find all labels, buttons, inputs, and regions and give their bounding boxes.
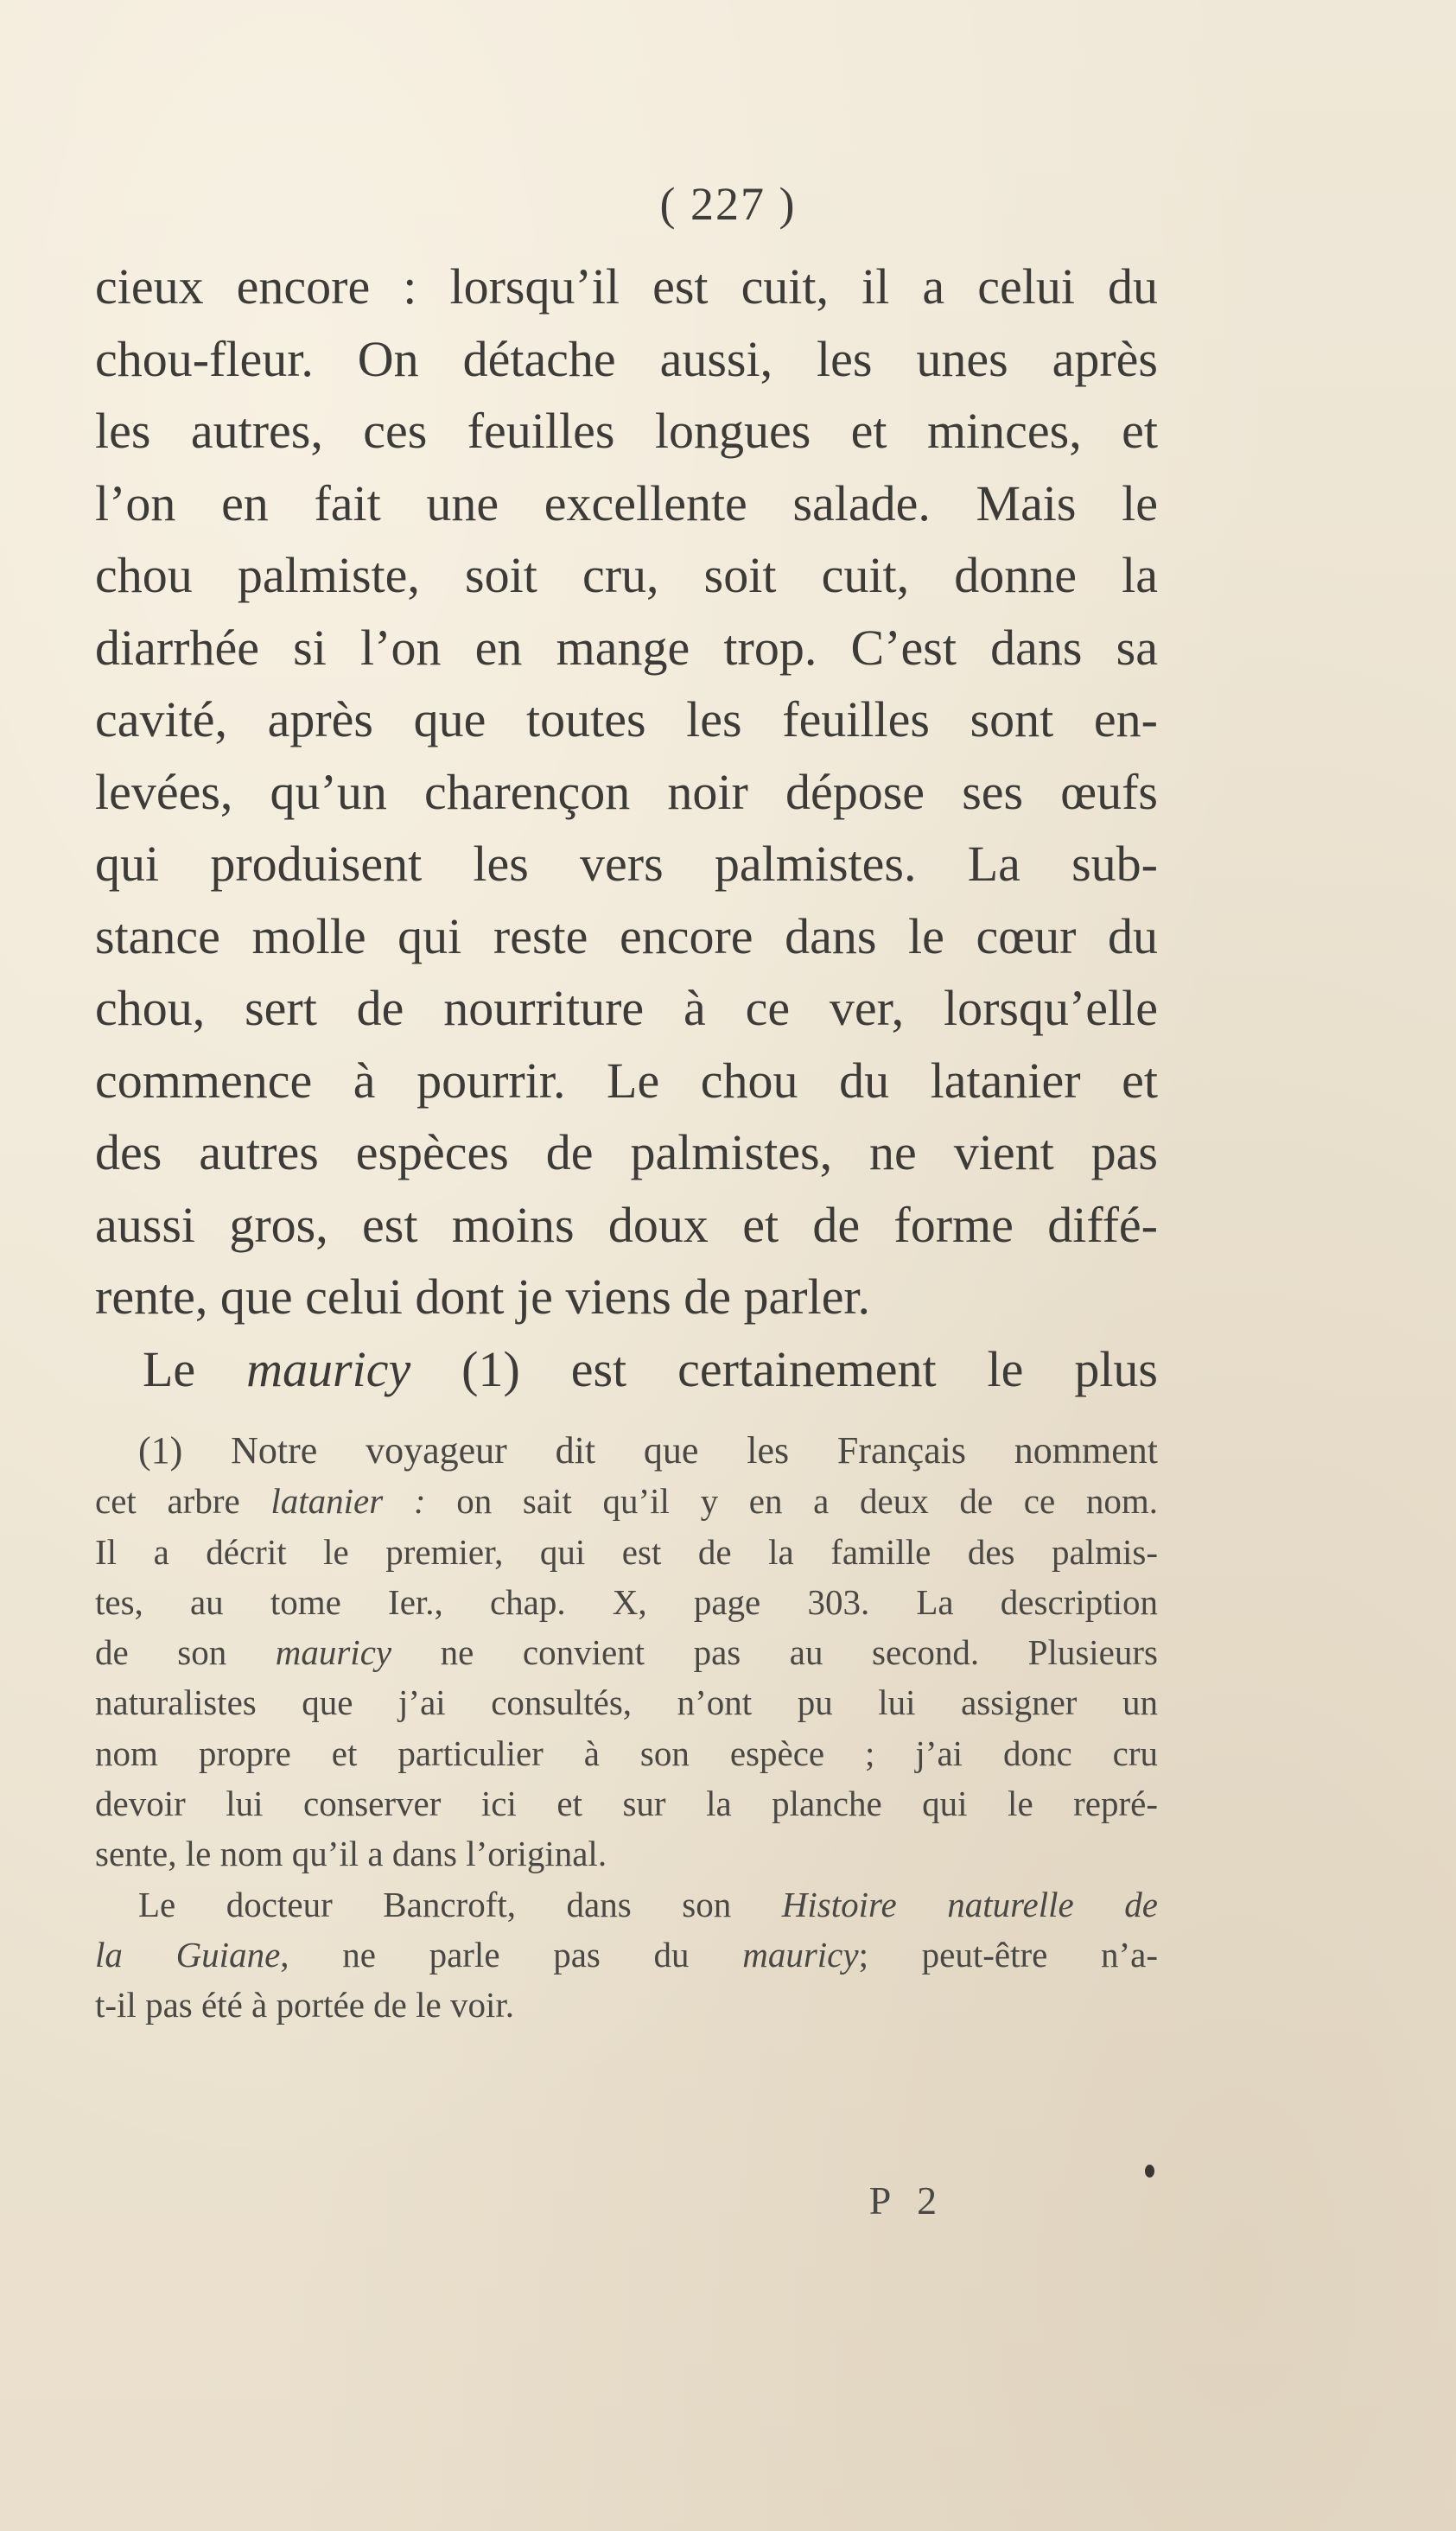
footnote-line: Il a décrit le premier, qui est de la famille des palmis-: [95, 1531, 1158, 1572]
italic-term: la Guiane: [95, 1934, 281, 1975]
text-fragment: ne convient pas au second. Plusieurs: [391, 1632, 1158, 1673]
text-fragment: Le docteur Bancroft, dans son: [138, 1884, 782, 1924]
footnote-line: sente, le nom qu’il a dans l’original.: [95, 1834, 607, 1874]
footnotes: [95, 1426, 1158, 2031]
text-line: cavité, après que toutes les feuilles sont en-: [95, 691, 1158, 747]
footnote-line: [95, 1476, 1158, 1526]
text-fragment: (1) est certainement le plus: [410, 1340, 1159, 1397]
text-line: cieux encore : lorsqu’il est cuit, il a celui du: [95, 258, 1158, 315]
footnote-line: t-il pas été à portée de le voir.: [95, 1985, 514, 2025]
text-line: stance molle qui reste encore dans le cœur du: [95, 907, 1158, 964]
text-line: chou palmiste, soit cru, soit cuit, donne la: [95, 547, 1158, 603]
italic-term: mauricy: [275, 1632, 392, 1673]
text-line: rente, que celui dont je viens de parler.: [95, 1269, 871, 1325]
footnote-line: (1) Notre voyageur dit que les Français nomment: [138, 1429, 1158, 1472]
text-fragment: on sait qu’il y en a deux de ce nom.: [425, 1481, 1159, 1522]
text-fragment: ; peut-être n’a-: [858, 1934, 1159, 1975]
italic-term: mauricy: [246, 1340, 411, 1397]
footnote-line: naturalistes que j’ai consultés, n’ont pu lui assigner un: [95, 1682, 1158, 1723]
signature-mark: P 2: [868, 2178, 946, 2223]
main-text: [95, 251, 1158, 1405]
text-line: commence à pourrir. Le chou du latanier et: [95, 1052, 1158, 1109]
text-fragment: Le: [143, 1340, 247, 1397]
ink-spot: [1145, 2165, 1154, 2178]
text-line: diarrhée si l’on en mange trop. C’est dans sa: [95, 619, 1158, 676]
footnote-line: devoir lui conserver ici et sur la planche qui le repré-: [95, 1784, 1158, 1824]
page-number: ( 227 ): [659, 178, 797, 230]
footnote-line: [95, 1879, 1158, 1930]
text-line: chou, sert de nourriture à ce ver, lorsqu’elle: [95, 980, 1158, 1036]
text-fragment: de son: [95, 1632, 276, 1673]
footnote-line: nom propre et particulier à son espèce ; j’ai donc cru: [95, 1733, 1158, 1773]
text-line-mauricy: [95, 1333, 1158, 1406]
text-line: chou-fleur. On détache aussi, les unes après: [95, 330, 1158, 387]
text-fragment: cet arbre: [95, 1481, 271, 1522]
italic-term: Histoire naturelle de: [781, 1884, 1158, 1924]
footnote-line: [95, 1627, 1158, 1677]
text-line: qui produisent les vers palmistes. La sub-: [95, 836, 1158, 892]
text-line: l’on en fait une excellente salade. Mais le: [95, 474, 1158, 531]
text-line: aussi gros, est moins doux et de forme diffé-: [95, 1196, 1158, 1253]
italic-term: latanier :: [270, 1481, 426, 1522]
footnote-line: tes, au tome Ier., chap. X, page 303. La description: [95, 1581, 1158, 1622]
italic-term: mauricy: [742, 1934, 859, 1975]
footnote-line: [95, 1930, 1158, 1980]
text-line: des autres espèces de palmistes, ne vient pas: [95, 1124, 1158, 1180]
text-line: les autres, ces feuilles longues et minces, et: [95, 403, 1158, 459]
text-fragment: , ne parle pas du: [280, 1934, 743, 1975]
text-line: levées, qu’un charençon noir dépose ses œufs: [95, 763, 1158, 820]
